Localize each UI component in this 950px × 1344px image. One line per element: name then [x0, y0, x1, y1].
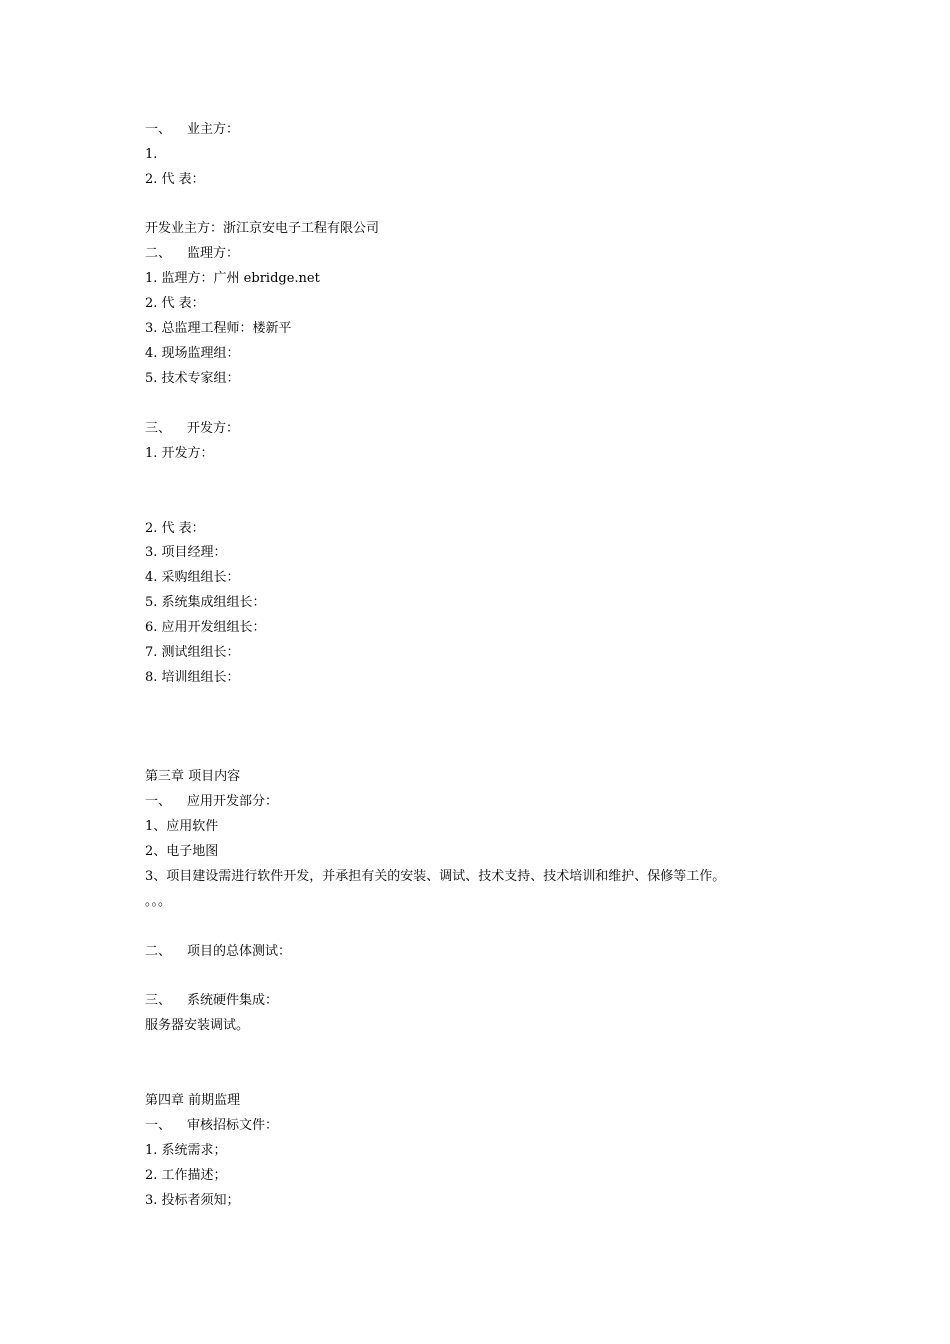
supervisor-item-2: 2. 代 表： [145, 296, 205, 311]
developer-item-8: 8. 培训组组长： [145, 670, 240, 685]
supervisor-item-3: 3. 总监理工程师：楼新平 [145, 321, 292, 336]
section-heading-supervisor: 二、 监理方： [145, 246, 240, 261]
supervisor-item-5: 5. 技术专家组： [145, 371, 240, 386]
chapter-3-title: 第三章 项目内容 [145, 769, 241, 784]
chapter-3-item-3: 3、项目建设需进行软件开发，并承担有关的安装、调试、技术支持、技术培训和维护、保修等工作。 [145, 869, 726, 884]
owner-item-1: 1. [145, 147, 158, 162]
chapter-4-title: 第四章 前期监理 [145, 1093, 241, 1108]
developer-item-7: 7. 测试组组长： [145, 645, 240, 660]
section-heading-developer: 三、 开发方： [145, 421, 240, 436]
chapter-3-item-1: 1、应用软件 [145, 819, 219, 834]
dev-owner-line: 开发业主方：浙江京安电子工程有限公司 [145, 221, 380, 236]
chapter-3-item-2: 2、电子地图 [145, 844, 219, 859]
chapter-3-ellipsis: 。。。 [145, 894, 172, 909]
chapter-4-item-3: 3. 投标者须知； [145, 1193, 240, 1208]
supervisor-item-1: 1. 监理方：广州 ebridge.net [145, 271, 320, 286]
developer-item-3: 3. 项目经理： [145, 545, 227, 560]
chapter-3-section-3-body: 服务器安装调试。 [145, 1018, 250, 1033]
section-heading-owner: 一、 业主方： [145, 122, 240, 137]
chapter-4-section-1-heading: 一、 审核招标文件： [145, 1118, 279, 1133]
developer-item-4: 4. 采购组组长： [145, 570, 240, 585]
chapter-4-item-1: 1. 系统需求； [145, 1143, 227, 1158]
chapter-3-section-2-heading: 二、 项目的总体测试： [145, 944, 292, 959]
developer-item-1: 1. 开发方： [145, 446, 214, 461]
owner-item-2: 2. 代 表： [145, 172, 205, 187]
chapter-3-section-3-heading: 三、 系统硬件集成： [145, 993, 279, 1008]
developer-item-2: 2. 代 表： [145, 521, 205, 536]
chapter-3-section-1-heading: 一、 应用开发部分： [145, 794, 279, 809]
developer-item-5: 5. 系统集成组组长： [145, 595, 266, 610]
chapter-4-item-2: 2. 工作描述； [145, 1168, 227, 1183]
supervisor-item-4: 4. 现场监理组： [145, 346, 240, 361]
developer-item-6: 6. 应用开发组组长： [145, 620, 266, 635]
